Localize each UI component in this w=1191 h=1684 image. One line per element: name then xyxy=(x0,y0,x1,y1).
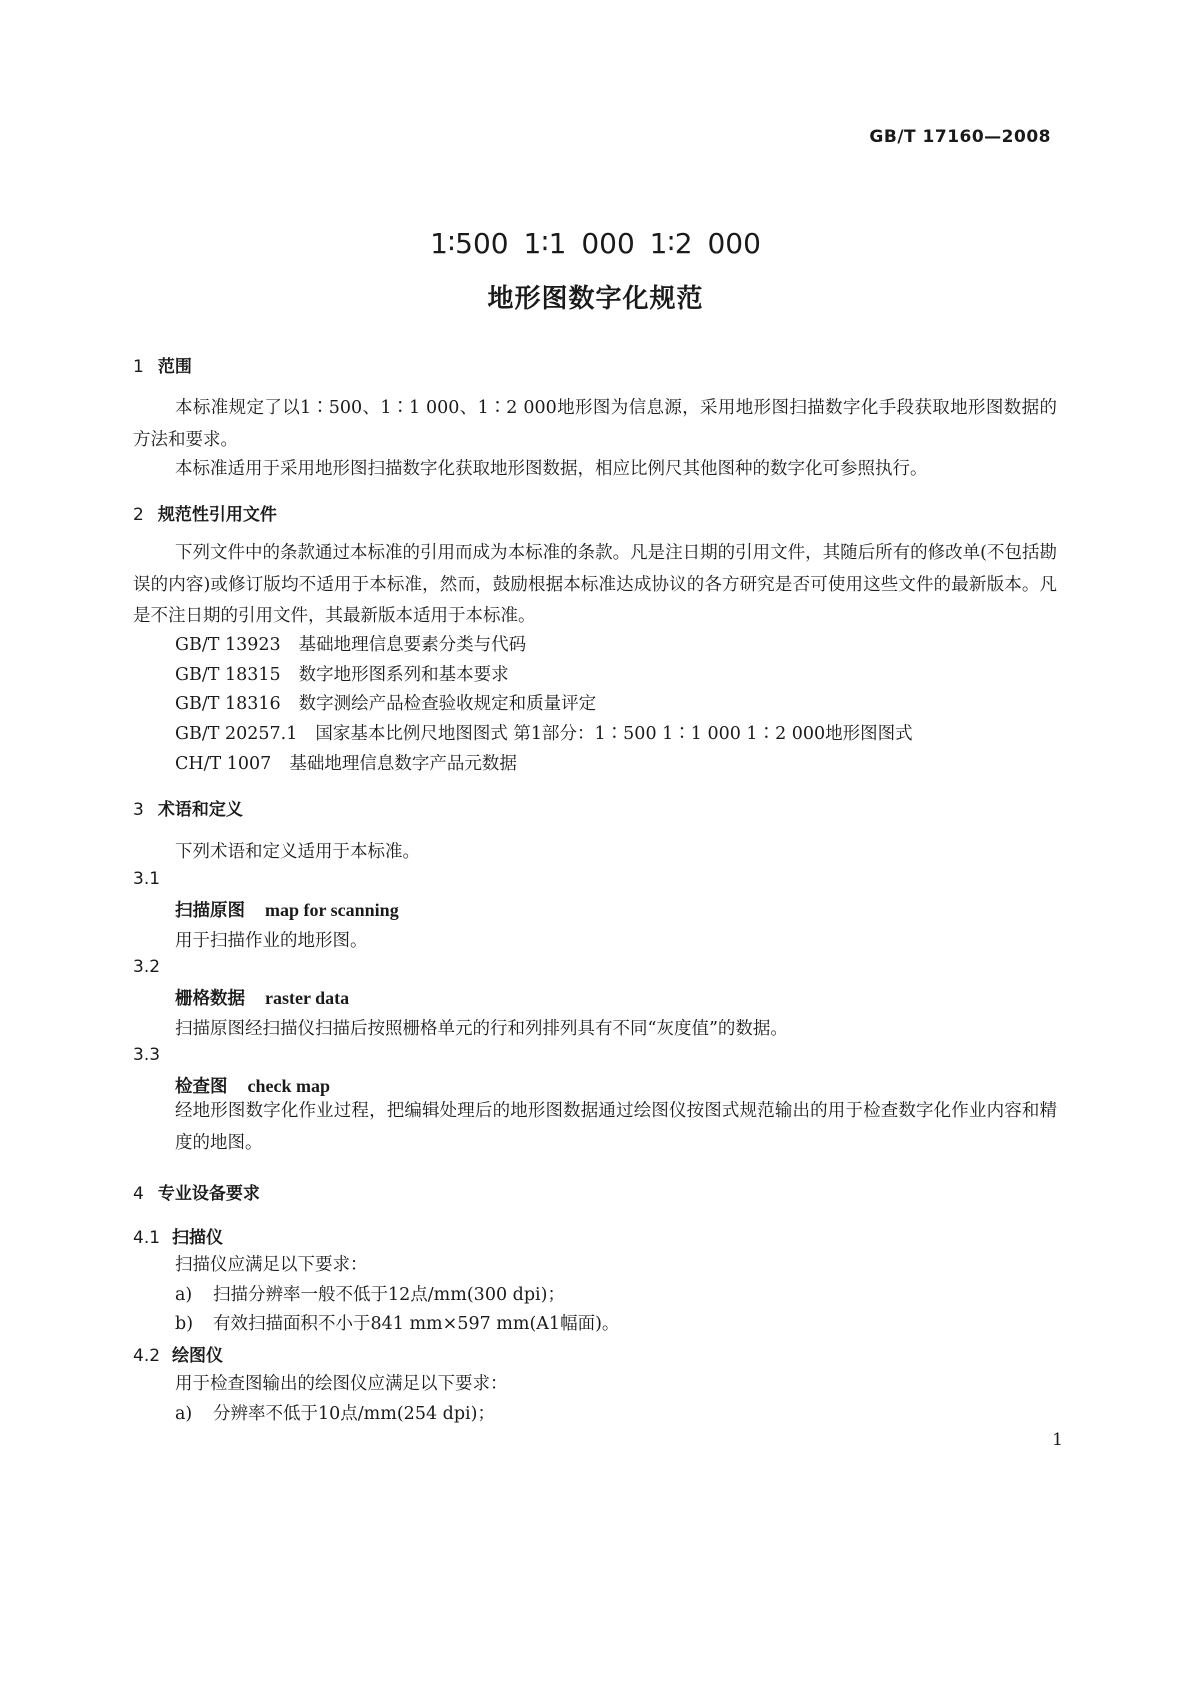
term-name-zh: 检查图 xyxy=(175,1077,228,1097)
section-number: 1 xyxy=(133,357,144,377)
section-title: 术语和定义 xyxy=(157,800,243,820)
section-title: 范围 xyxy=(157,357,192,377)
list-marker: a) xyxy=(175,1404,193,1424)
subsection-number: 4.2 xyxy=(133,1346,161,1366)
subsection-number: 4.1 xyxy=(133,1228,161,1248)
list-marker: a) xyxy=(175,1285,193,1305)
subsection-title: 绘图仪 xyxy=(172,1346,224,1366)
scanner-intro: 扫描仪应满足以下要求： xyxy=(175,1255,368,1275)
standard-code: GB/T 17160—2008 xyxy=(869,127,1051,147)
reference-code: GB/T 13923 xyxy=(175,635,281,655)
section-heading-normative-references xyxy=(133,500,277,525)
term-number: 3.2 xyxy=(133,957,161,977)
references-paragraph: 下列文件中的条款通过本标准的引用而成为本标准的条款。凡是注日期的引用文件，其随后所有的修改单(不包括勘误的内容)或修订版均不适用于本标准，然而，鼓励根据本标准达成协议的各方研究是否可使用这些文件的最新版本。凡是不注日期的引用文件，其最新版本适用于本标准。 xyxy=(133,543,1057,626)
document-title-scales: 1∶500 1∶1 000 1∶2 000 xyxy=(430,227,761,260)
term-name-en: check map xyxy=(247,1076,330,1096)
reference-title: 国家基本比例尺地图图式 第1部分：1∶500 1∶1 000 1∶2 000地形图图式 xyxy=(315,724,913,744)
subsection-heading-scanner xyxy=(133,1223,223,1248)
reference-title: 数字测绘产品检查验收规定和质量评定 xyxy=(298,694,597,714)
section-number: 2 xyxy=(133,505,144,525)
list-text: 扫描分辨率一般不低于12点/mm(300 dpi)； xyxy=(213,1285,565,1305)
reference-title: 数字地形图系列和基本要求 xyxy=(298,665,509,685)
subsection-heading-plotter xyxy=(133,1341,223,1366)
document-title: 地形图数字化规范 xyxy=(487,284,704,314)
list-text: 分辨率不低于10点/mm(254 dpi)； xyxy=(213,1404,495,1424)
reference-code: GB/T 20257.1 xyxy=(175,724,298,744)
section-heading-equipment xyxy=(133,1179,260,1204)
term-definition: 经地形图数字化作业过程，把编辑处理后的地形图数据通过绘图仪按图式规范输出的用于检查数字化作业内容和精度的地图。 xyxy=(175,1101,1057,1153)
reference-item xyxy=(175,720,913,745)
term-number: 3.1 xyxy=(133,869,161,889)
section-title: 专业设备要求 xyxy=(157,1184,260,1204)
plotter-intro: 用于检查图输出的绘图仪应满足以下要求： xyxy=(175,1374,508,1394)
term-number: 3.3 xyxy=(133,1045,161,1065)
term-name xyxy=(175,985,349,1010)
term-name-zh: 扫描原图 xyxy=(175,901,245,921)
scope-paragraph-1: 本标准规定了以1∶500、1∶1 000、1∶2 000地形图为信息源，采用地形图扫描数字化手段获取地形图数据的方法和要求。 xyxy=(133,398,1057,450)
term-definition: 用于扫描作业的地形图。 xyxy=(175,931,368,951)
list-item xyxy=(175,1310,619,1335)
list-marker: b) xyxy=(175,1314,194,1334)
reference-code: CH/T 1007 xyxy=(175,754,272,774)
section-title: 规范性引用文件 xyxy=(157,505,277,525)
list-item xyxy=(175,1281,565,1306)
section-number: 3 xyxy=(133,800,144,820)
term-definition: 扫描原图经扫描仪扫描后按照栅格单元的行和列排列具有不同“灰度值”的数据。 xyxy=(175,1019,788,1039)
reference-code: GB/T 18315 xyxy=(175,665,281,685)
term-name-en: raster data xyxy=(265,988,350,1008)
term-name xyxy=(175,897,399,922)
list-text: 有效扫描面积不小于841 mm×597 mm(A1幅面)。 xyxy=(213,1314,620,1334)
term-name xyxy=(175,1073,330,1098)
term-name-en: map for scanning xyxy=(265,900,399,920)
reference-code: GB/T 18316 xyxy=(175,694,281,714)
reference-item xyxy=(175,750,517,775)
section-number: 4 xyxy=(133,1184,144,1204)
reference-title: 基础地理信息数字产品元数据 xyxy=(289,754,517,774)
subsection-title: 扫描仪 xyxy=(172,1228,224,1248)
scope-paragraph-2: 本标准适用于采用地形图扫描数字化获取地形图数据，相应比例尺其他图种的数字化可参照执行。 xyxy=(175,459,928,479)
reference-item xyxy=(175,661,509,686)
term-name-zh: 栅格数据 xyxy=(175,989,245,1009)
page-number: 1 xyxy=(1052,1430,1063,1450)
reference-item xyxy=(175,631,526,656)
section-heading-terms xyxy=(133,795,243,820)
section-heading-scope xyxy=(133,352,192,377)
reference-title: 基础地理信息要素分类与代码 xyxy=(298,635,527,655)
list-item xyxy=(175,1400,495,1425)
terms-intro: 下列术语和定义适用于本标准。 xyxy=(175,842,420,862)
reference-item xyxy=(175,690,596,715)
